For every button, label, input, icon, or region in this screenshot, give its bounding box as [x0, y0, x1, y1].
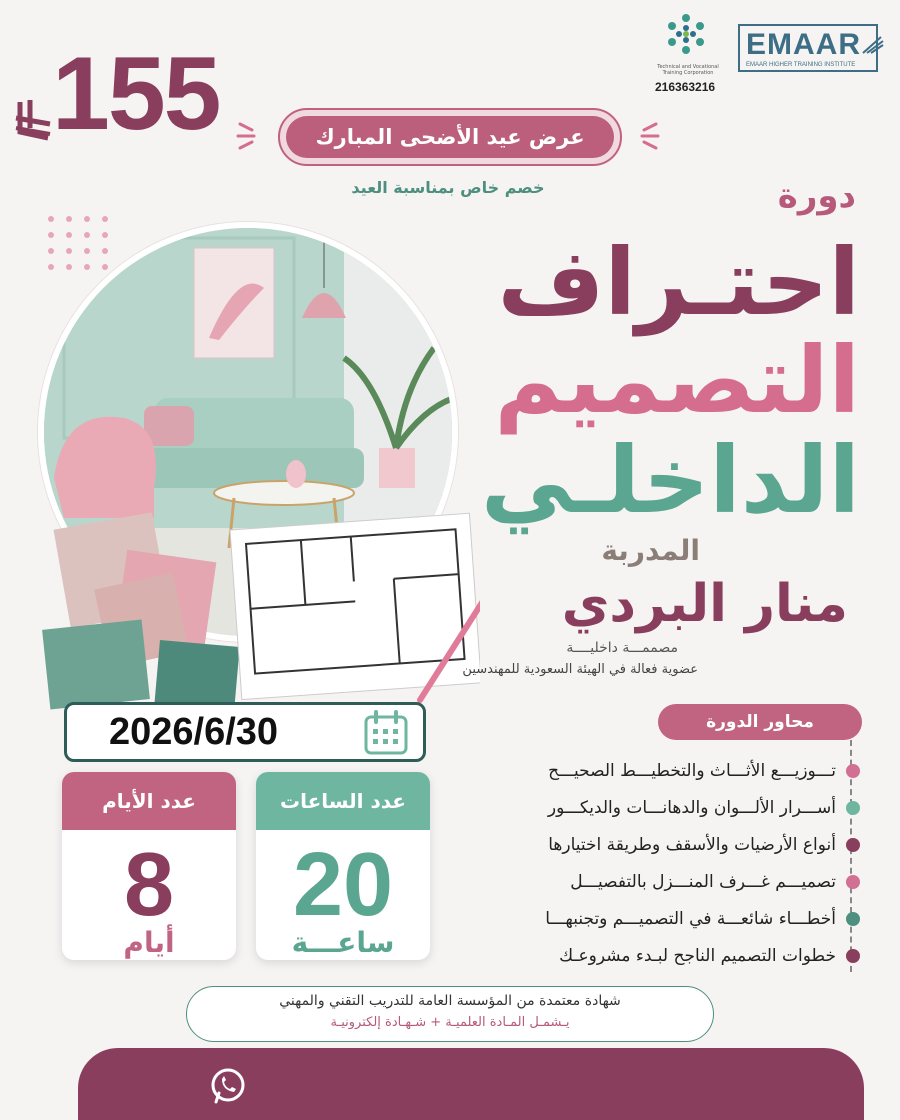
topic-bullet-icon — [846, 838, 860, 852]
topic-bullet-icon — [846, 801, 860, 815]
days-unit: أيام — [123, 926, 175, 959]
topic-bullet-icon — [846, 875, 860, 889]
offer-title: عرض عيد الأضحى المبارك — [286, 116, 614, 158]
footer-bar[interactable] — [78, 1048, 864, 1120]
sparkle-left-icon — [236, 116, 266, 156]
topic-text: أنواع الأرضيات والأسقف وطريقة اختيارها — [548, 834, 836, 855]
tvtc-number: 216363216 — [655, 80, 716, 94]
topic-text: أخطـــاء شائعـــة في التصميـــم وتجنبهـــا — [545, 908, 836, 929]
calendar-icon — [363, 709, 409, 757]
topic-item — [460, 789, 860, 826]
days-value: 8 — [123, 835, 175, 935]
tvtc-logo-icon — [662, 12, 710, 62]
days-card — [62, 772, 236, 960]
topics-header: محاور الدورة — [658, 704, 862, 740]
decor-dots-left — [48, 216, 110, 270]
certificate-box — [186, 986, 714, 1042]
topic-item — [460, 937, 860, 974]
topic-bullet-icon — [846, 764, 860, 778]
riyal-icon — [14, 98, 54, 142]
whatsapp-icon[interactable] — [208, 1066, 248, 1106]
emaar-name: EMAAR — [746, 28, 861, 61]
fabric-swatches-and-floor-plan — [20, 510, 480, 710]
emaar-subtitle: EMAAR HIGHER TRAINING INSTITUTE — [746, 62, 856, 68]
offer-pill — [278, 108, 622, 166]
course-title-line1: احتـراف — [497, 229, 860, 336]
topic-text: تصميـــم غـــرف المنـــزل بالتفصيـــل — [570, 871, 836, 892]
hours-unit: ساعـــة — [291, 926, 395, 959]
course-title-line3: الداخلـي — [480, 427, 860, 534]
course-date: 2026/6/30 — [109, 711, 279, 753]
trainer-label: المدربة — [601, 534, 700, 567]
topic-bullet-icon — [846, 912, 860, 926]
topic-item — [460, 900, 860, 937]
topic-text: خطوات التصميم الناجح لبـدء مشروعـك — [559, 945, 836, 966]
hours-label: عدد الساعات — [256, 772, 430, 830]
course-label: دورة — [777, 176, 856, 216]
trainer-membership: عضوية فعالة في الهيئة السعودية للمهندسين — [462, 662, 698, 677]
hours-card — [256, 772, 430, 960]
topic-item — [460, 826, 860, 863]
certificate-line2: يـشمـل المـادة العلميـة + شـهـادة إلكترونيـة — [330, 1015, 570, 1030]
topic-bullet-icon — [846, 949, 860, 963]
offer-subtitle: خصم خاص بمناسبة العيد — [351, 178, 545, 197]
emaar-mark-icon — [861, 33, 885, 57]
topic-text: أســـرار الألـــوان والدهانـــات والديكـــور — [547, 797, 836, 818]
topics-list — [460, 752, 860, 974]
trainer-role: مصممـــة داخليــــة — [566, 640, 678, 656]
price-amount: 155 — [52, 36, 220, 152]
trainer-name: منار البردي — [561, 574, 848, 634]
sparkle-right-icon — [630, 116, 660, 156]
date-box — [64, 702, 426, 762]
tvtc-caption: Technical and Vocational Training Corporation — [657, 64, 719, 76]
topic-text: تـــوزيـــع الأثـــاث والتخطيـــط الصحيـــح — [548, 760, 836, 781]
hours-value: 20 — [292, 835, 394, 935]
days-label: عدد الأيام — [62, 772, 236, 830]
emaar-logo — [738, 24, 878, 76]
certificate-line1: شهادة معتمدة من المؤسسة العامة للتدريب التقني والمهني — [279, 993, 621, 1009]
topic-item — [460, 863, 860, 900]
course-title-line2: التصميم — [494, 327, 860, 434]
topic-item — [460, 752, 860, 789]
